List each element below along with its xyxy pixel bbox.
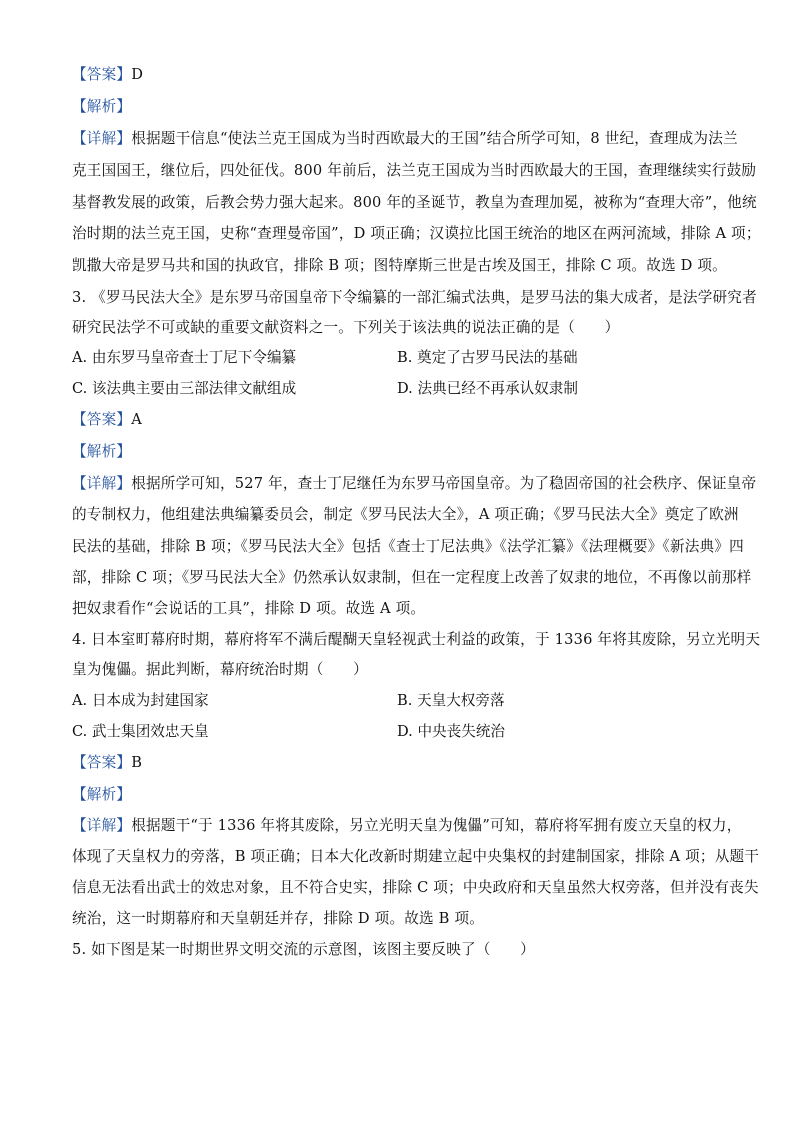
q4-detail-line-3: 信息无法看出武士的效忠对象，且不符合史实，排除 C 项；中央政府和天皇虽然大权旁落，但并没有丧失 bbox=[72, 879, 759, 896]
q4-analysis-heading bbox=[72, 785, 722, 805]
q4-option-d: D. 中央丧失统治 bbox=[397, 723, 506, 740]
q3-detail-line-1 bbox=[72, 474, 757, 494]
q2-detail-line-1 bbox=[72, 129, 738, 149]
q3-answer bbox=[72, 410, 722, 430]
q4-detail-line-1 bbox=[72, 816, 742, 836]
q4-option-b: B. 天皇大权旁落 bbox=[397, 692, 505, 709]
q2-detail-line-4: 治时期的法兰克王国，史称“查理曼帝国”，D 项正确；汉谟拉比国王统治的地区在两河流域，排除 A 项； bbox=[72, 225, 761, 242]
q3-option-c: C. 该法典主要由三部法律文献组成 bbox=[72, 380, 297, 397]
q3-detail-line-3: 民法的基础，排除 B 项；《罗马民法大全》包括《查士丁尼法典》《法学汇纂》《法理概要》《新法典》四 bbox=[72, 538, 744, 555]
q2-answer bbox=[72, 65, 722, 85]
q3-option-b: B. 奠定了古罗马民法的基础 bbox=[397, 349, 578, 366]
detail-text: 根据所学可知，527 年，查士丁尼继任为东罗马帝国皇帝。为了稳固帝国的社会秩序、保证皇帝 bbox=[131, 475, 757, 492]
detail-tag: 【详解】 bbox=[72, 130, 132, 147]
q4-option-c: C. 武士集团效忠天皇 bbox=[72, 723, 209, 740]
detail-tag: 【详解】 bbox=[72, 817, 132, 834]
q3-option-a: A. 由东罗马皇帝查士丁尼下令编纂 bbox=[72, 349, 297, 366]
q3-analysis-heading bbox=[72, 442, 722, 462]
q2-analysis-heading bbox=[72, 97, 722, 117]
q4-stem-line-1: 4. 日本室町幕府时期，幕府将军不满后醍醐天皇轻视武士利益的政策，于 1336 年将其废除，另立光明天 bbox=[72, 631, 761, 648]
q4-detail-line-4: 统治，这一时期幕府和天皇朝廷并存，排除 D 项。故选 B 项。 bbox=[72, 910, 485, 927]
answer-value: D bbox=[131, 66, 144, 83]
q2-detail-line-2: 克王国国王，继位后，四处征伐。800 年前后，法兰克王国成为当时西欧最大的王国，查理继续实行鼓励 bbox=[72, 162, 757, 179]
answer-value: A bbox=[131, 411, 142, 428]
analysis-tag: 【解析】 bbox=[72, 98, 132, 115]
q2-detail-line-5: 凯撒大帝是罗马共和国的执政官，排除 B 项；图特摩斯三世是古埃及国王，排除 C 项。故选 D 项。 bbox=[72, 257, 727, 274]
detail-text: 根据题干信息“使法兰克王国成为当时西欧最大的王国”结合所学可知，8 世纪，查理成为法兰 bbox=[131, 130, 738, 147]
answer-tag: 【答案】 bbox=[72, 754, 132, 771]
q3-stem-line-1: 3. 《罗马民法大全》是东罗马帝国皇帝下令编纂的一部汇编式法典，是罗马法的集大成者，是法学研究者 bbox=[72, 289, 757, 306]
q2-detail-line-3: 基督教发展的政策，后教会势力强大起来。800 年的圣诞节，教皇为查理加冕，被称为“查理大帝”，他统 bbox=[72, 194, 757, 211]
answer-value: B bbox=[131, 754, 143, 771]
q3-detail-line-4: 部，排除 C 项；《罗马民法大全》仍然承认奴隶制，但在一定程度上改善了奴隶的地位，不再像以前那样 bbox=[72, 569, 752, 586]
q4-option-a: A. 日本成为封建国家 bbox=[72, 692, 209, 709]
q4-answer bbox=[72, 753, 722, 773]
detail-tag: 【详解】 bbox=[72, 475, 132, 492]
analysis-tag: 【解析】 bbox=[72, 786, 132, 803]
q4-detail-line-2: 体现了天皇权力的旁落，B 项正确；日本大化改新时期建立起中央集权的封建制国家，排除 A 项；从题干 bbox=[72, 848, 760, 865]
q3-stem-line-2: 研究民法学不可或缺的重要文献资料之一。下列关于该法典的说法正确的是（ ） bbox=[72, 319, 620, 336]
analysis-tag: 【解析】 bbox=[72, 443, 132, 460]
q3-option-d: D. 法典已经不再承认奴隶制 bbox=[397, 380, 578, 397]
q4-stem-line-2: 皇为傀儡。据此判断，幕府统治时期（ ） bbox=[72, 661, 368, 678]
q5-stem: 5. 如下图是某一时期世界文明交流的示意图，该图主要反映了（ ） bbox=[72, 941, 535, 958]
answer-tag: 【答案】 bbox=[72, 411, 132, 428]
q3-detail-line-5: 把奴隶看作“会说话的工具”，排除 D 项。故选 A 项。 bbox=[72, 600, 426, 617]
answer-tag: 【答案】 bbox=[72, 66, 132, 83]
detail-text: 根据题干“于 1336 年将其废除，另立光明天皇为傀儡”可知，幕府将军拥有废立天皇的权力， bbox=[131, 817, 742, 834]
q3-detail-line-2: 的专制权力，他组建法典编纂委员会，制定《罗马民法大全》，A 项正确；《罗马民法大全》奠定了欧洲 bbox=[72, 506, 739, 523]
